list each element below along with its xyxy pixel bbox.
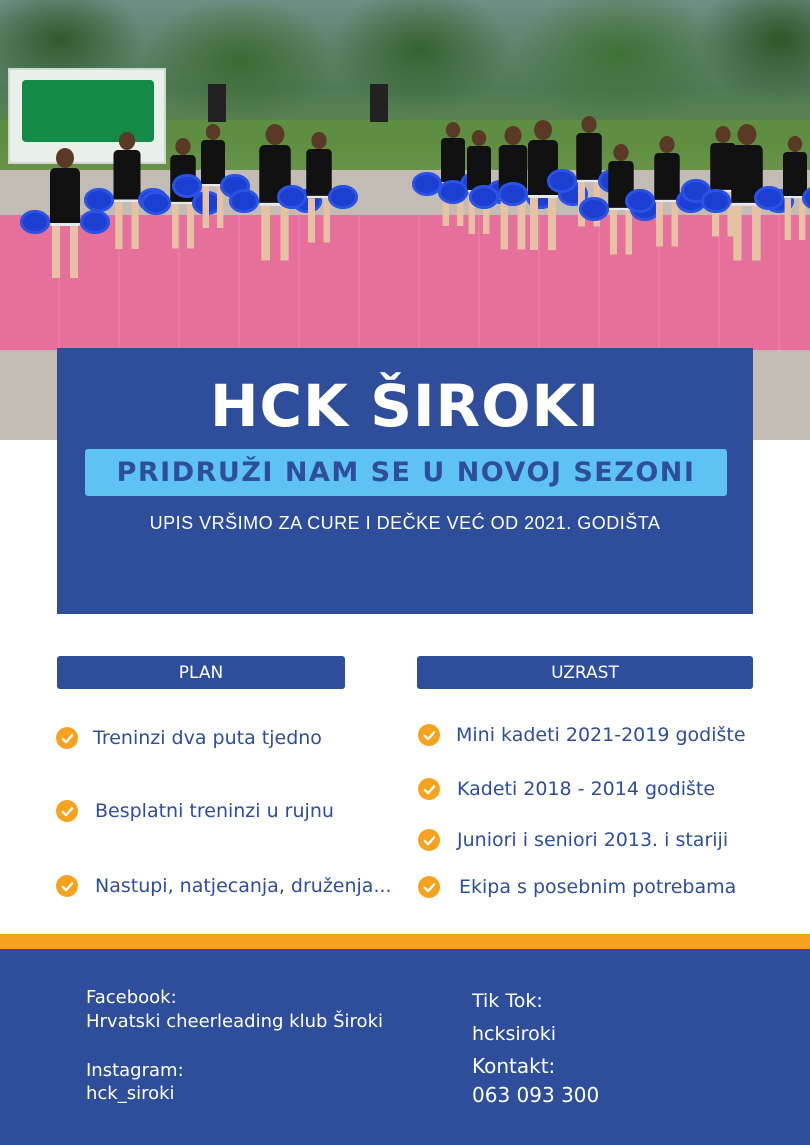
join-slogan: PRIDRUŽI NAM SE U NOVOJ SEZONI xyxy=(116,457,696,488)
facebook-value[interactable]: Hrvatski cheerleading klub Široki xyxy=(86,1011,383,1032)
age-item xyxy=(418,778,715,800)
plan-header xyxy=(57,656,345,689)
checkmark-icon xyxy=(56,727,78,749)
plan-item-text: Treninzi dva puta tjedno xyxy=(93,727,322,749)
footer-accent-stripe xyxy=(0,934,810,949)
pompom xyxy=(579,197,609,221)
age-item-text: Kadeti 2018 - 2014 godište xyxy=(457,778,716,800)
instagram-label: Instagram: xyxy=(86,1060,184,1081)
age-item-text: Mini kadeti 2021-2019 godište xyxy=(456,724,746,746)
pompom xyxy=(84,188,114,212)
footer xyxy=(0,949,810,1145)
plan-item xyxy=(56,875,392,897)
checkmark-icon xyxy=(56,875,78,897)
plan-item-text: Nastupi, natjecanja, druženja... xyxy=(95,875,392,897)
cheerleader-figure xyxy=(777,136,810,240)
age-item xyxy=(418,829,728,851)
pompom xyxy=(20,210,50,234)
plan-item-text: Besplatni treninzi u rujnu xyxy=(95,800,334,822)
title-card xyxy=(57,348,753,614)
pompom xyxy=(469,185,499,209)
pompom xyxy=(498,182,528,206)
plan-item xyxy=(56,727,322,749)
pompom xyxy=(172,174,202,198)
club-title: HCK ŠIROKI xyxy=(209,372,601,440)
enrollment-note: UPIS VRŠIMO ZA CURE I DEČKE VEĆ OD 2021. GODIŠTA xyxy=(149,513,661,533)
age-header-label: UZRAST xyxy=(551,662,619,683)
checkmark-icon xyxy=(418,829,440,851)
tiktok-label: Tik Tok: xyxy=(472,990,543,1012)
pompom xyxy=(438,180,468,204)
contact-phone[interactable]: 063 093 300 xyxy=(472,1083,600,1107)
age-item-text: Juniori i seniori 2013. i stariji xyxy=(457,829,729,851)
age-item xyxy=(418,876,736,898)
subtitle-banner xyxy=(85,449,727,496)
plan-header-label: PLAN xyxy=(178,662,224,683)
pompom xyxy=(701,189,731,213)
checkmark-icon xyxy=(418,724,440,746)
speaker xyxy=(208,84,226,122)
pompom xyxy=(754,186,784,210)
age-item-text: Ekipa s posebnim potrebama xyxy=(459,876,737,898)
facebook-label: Facebook: xyxy=(86,987,177,1008)
cheerleader-figure xyxy=(42,148,88,278)
checkmark-icon xyxy=(418,876,440,898)
checkmark-icon xyxy=(56,800,78,822)
tiktok-value[interactable]: hcksiroki xyxy=(472,1023,556,1045)
checkmark-icon xyxy=(418,778,440,800)
age-header xyxy=(417,656,753,689)
contact-label: Kontakt: xyxy=(472,1054,556,1078)
pompom xyxy=(625,189,655,213)
pompom xyxy=(547,169,577,193)
pompom xyxy=(229,189,259,213)
speaker xyxy=(370,84,388,122)
pompom xyxy=(277,185,307,209)
plan-item xyxy=(56,800,334,822)
age-item xyxy=(418,724,746,746)
pompom xyxy=(328,185,358,209)
instagram-value[interactable]: hck_siroki xyxy=(86,1083,175,1104)
pompom xyxy=(141,191,171,215)
